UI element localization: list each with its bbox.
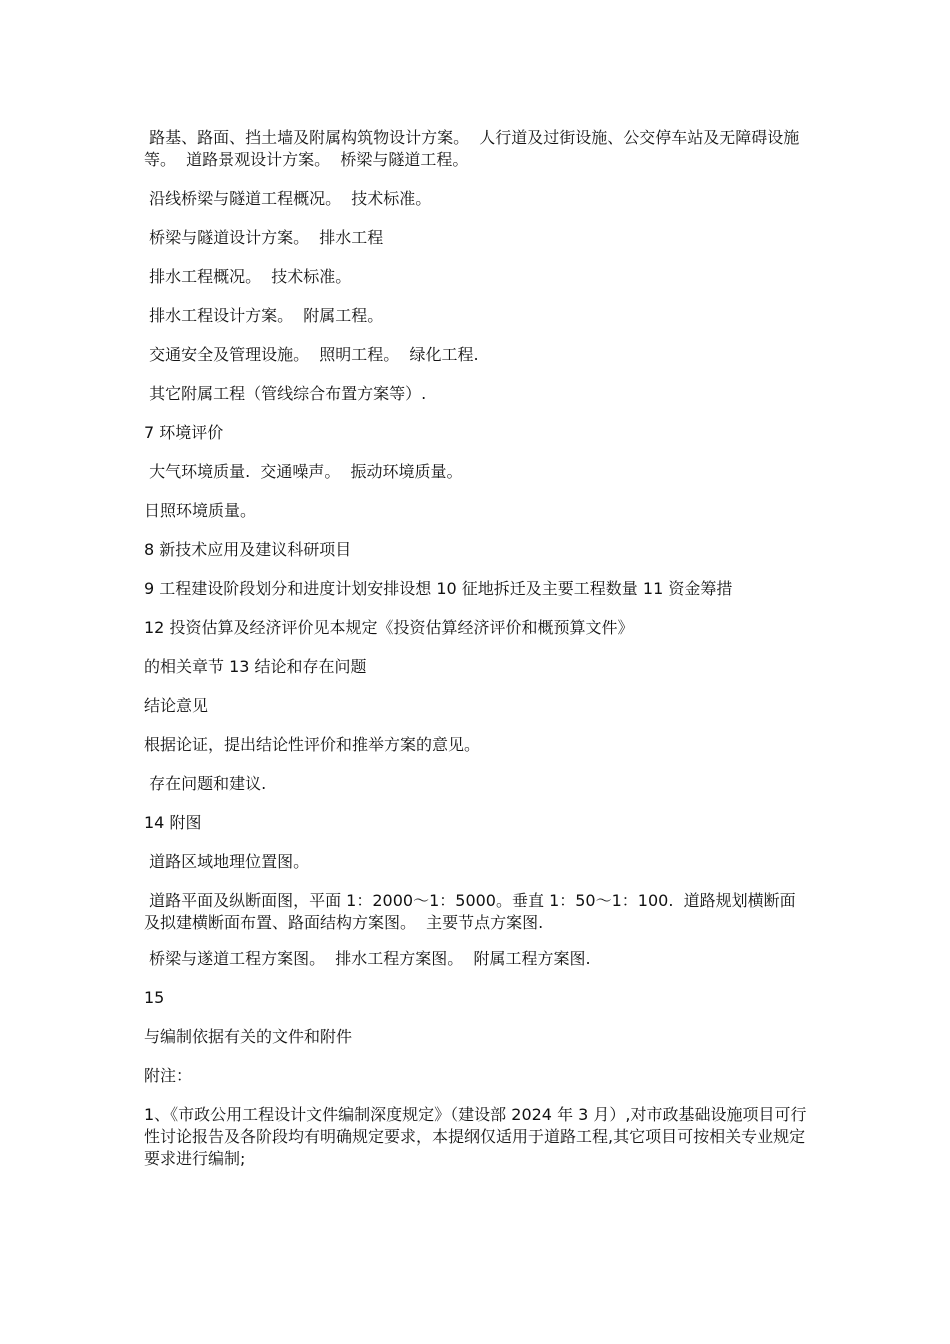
paragraph: 存在问题和建议. xyxy=(144,774,267,793)
paragraph: 桥梁与隧道设计方案。 排水工程 xyxy=(144,228,384,247)
section-heading: 8 新技术应用及建议科研项目 xyxy=(144,540,352,559)
paragraph: 路基、路面、挡土墙及附属构筑物设计方案。 人行道及过街设施、公交停车站及无障碍设施等。 道路景观设计方案。 桥梁与隧道工程。 xyxy=(144,128,800,169)
section-heading: 的相关章节 13 结论和存在问题 xyxy=(144,657,367,676)
paragraph: 日照环境质量。 xyxy=(144,501,257,520)
paragraph: 排水工程设计方案。 附属工程。 xyxy=(144,306,384,325)
paragraph: 交通安全及管理设施。 照明工程。 绿化工程. xyxy=(144,345,479,364)
paragraph: 结论意见 xyxy=(144,696,209,715)
paragraph: 沿线桥梁与隧道工程概况。 技术标准。 xyxy=(144,189,432,208)
paragraph: 1、《市政公用工程设计文件编制深度规定》（建设部 2024 年 3 月）,对市政基础设施项目可行性讨论报告及各阶段均有明确规定要求，本提纲仅适用于道路工程,其它项目可按相关专业规定要求进行编制; xyxy=(144,1105,807,1168)
section-heading: 15 xyxy=(144,988,165,1007)
paragraph: 桥梁与遂道工程方案图。 排水工程方案图。 附属工程方案图. xyxy=(144,949,591,968)
paragraph: 道路区域地理位置图。 xyxy=(144,852,310,871)
paragraph: 大气环境质量. 交通噪声。 振动环境质量。 xyxy=(144,462,463,481)
section-heading: 7 环境评价 xyxy=(144,423,224,442)
paragraph: 道路平面及纵断面图，平面 1：2000～1：5000。垂直 1：50～1：100. 道路规划横断面及拟建横断面布置、路面结构方案图。 主要节点方案图. xyxy=(144,891,796,932)
section-heading: 9 工程建设阶段划分和进度计划安排设想 10 征地拆迁及主要工程数量 11 资金筹措 xyxy=(144,579,733,598)
paragraph: 与编制依据有关的文件和附件 xyxy=(144,1027,353,1046)
document-body xyxy=(144,127,808,1187)
paragraph: 根据论证，提出结论性评价和推举方案的意见。 xyxy=(144,735,481,754)
paragraph: 排水工程概况。 技术标准。 xyxy=(144,267,352,286)
paragraph: 附注： xyxy=(144,1066,193,1085)
section-heading: 14 附图 xyxy=(144,813,202,832)
section-heading: 12 投资估算及经济评价见本规定《投资估算经济评价和概预算文件》 xyxy=(144,618,634,637)
paragraph: 其它附属工程（管线综合布置方案等）. xyxy=(144,384,427,403)
